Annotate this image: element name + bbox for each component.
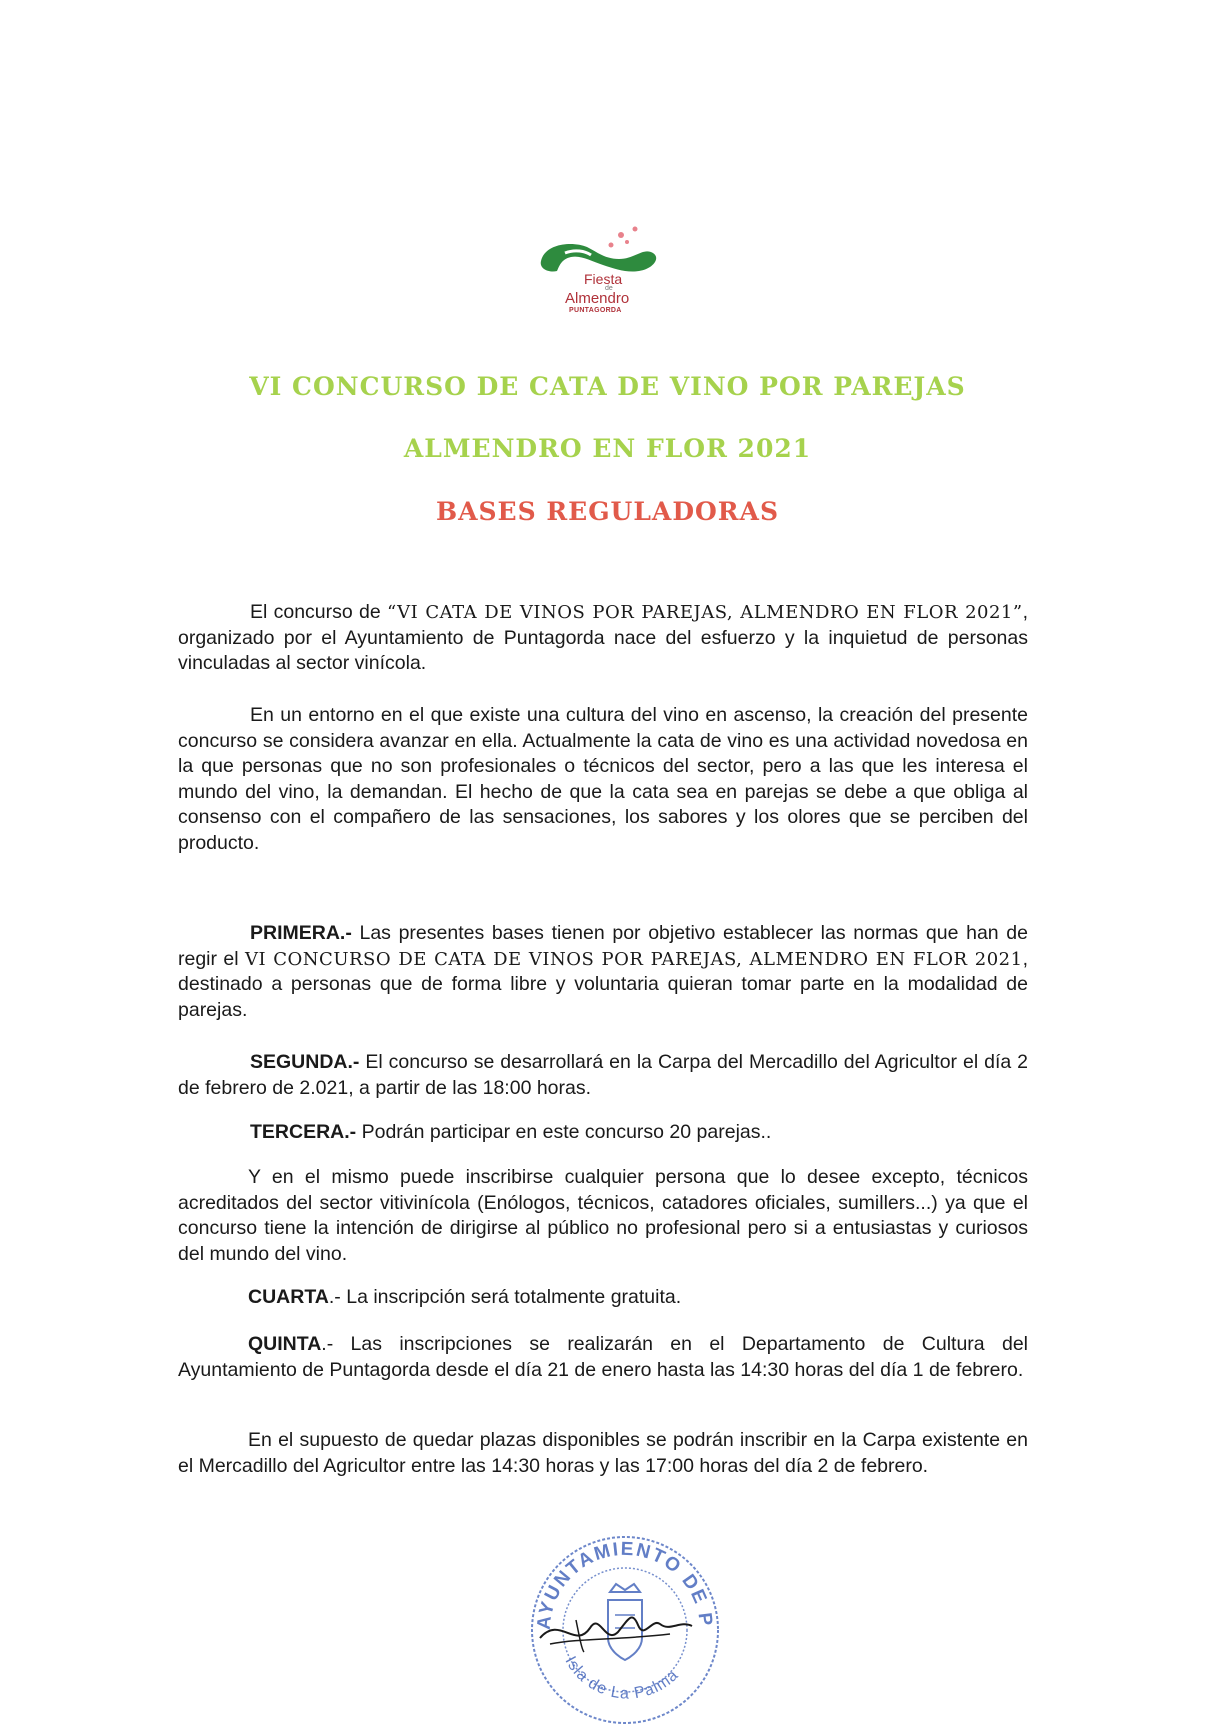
quinta-text: .- Las inscripciones se realizarán en el Departamento de Cultura del Ayuntamiento de Puntagorda desde el día 21 de enero hasta las 14:30 horas del día 1 de febrero. — [178, 1333, 1028, 1381]
logo-place-text: PUNTAGORDA — [569, 307, 622, 314]
tercera-text: Podrán participar en este concurso 20 parejas.. — [356, 1121, 772, 1143]
svg-text:Isla de La Palma — [561, 1654, 682, 1703]
quinta-label: QUINTA — [248, 1333, 322, 1355]
tercera-extra-paragraph — [178, 1165, 1028, 1267]
intro-p1-pre: El concurso de — [250, 601, 387, 623]
primera-post: , destinado a personas que de forma libre y voluntaria quieran tomar parte en la modalidad de parejas. — [178, 947, 1029, 1021]
base-segunda — [178, 1050, 1028, 1101]
intro-paragraph-2 — [178, 703, 1028, 856]
fiesta-almendro-logo — [535, 225, 685, 315]
official-seal-stamp — [520, 1520, 730, 1731]
base-cuarta — [178, 1285, 1028, 1311]
primera-contest-name: VI CONCURSO DE CATA DE VINOS POR PAREJAS, ALMENDRO EN FLOR 2021 — [244, 948, 1023, 970]
primera-label: PRIMERA.- — [250, 922, 352, 944]
contest-title: VI CONCURSO DE CATA DE VINO POR PAREJAS — [249, 372, 966, 401]
intro-paragraph-1 — [178, 600, 1028, 677]
intro-p2-text: En un entorno en el que existe una cultura del vino en ascenso, la creación del presente concurso se considera avanzar en ella. Actualmente la cata de vino es una actividad novedosa en la que personas que no son profesionales o técnicos del sector, pero a las que les interesa el mundo del vino, la demandan. El hecho de que la cata sea en parejas se debe a que obliga al consenso con el compañero de las sensaciones, los sabores y los olores que se perciben del producto. — [178, 704, 1028, 854]
quinta-extra-text: En el supuesto de quedar plazas disponibles se podrán inscribir en la Carpa existente en el Mercadillo del Agricultor entre las 14:30 horas y las 17:00 horas del día 2 de febrero. — [178, 1429, 1028, 1477]
intro-p1-post: , organizado por el Ayuntamiento de Puntagorda nace del esfuerzo y la inquietud de personas vinculadas al sector vinícola. — [178, 601, 1029, 674]
seal-top-text: AYUNTAMIENTO DE P — [533, 1538, 717, 1631]
base-primera — [178, 921, 1028, 1023]
logo-de-text: de — [605, 285, 613, 292]
intro-p1-contest-name: “VI CATA DE VINOS POR PAREJAS, ALMENDRO EN FLOR 2021” — [386, 602, 1023, 623]
base-quinta — [178, 1332, 1028, 1383]
cuarta-text: .- La inscripción será totalmente gratuita. — [328, 1286, 682, 1308]
seal-stamp-icon — [520, 1520, 730, 1731]
quinta-extra-paragraph — [178, 1428, 1028, 1479]
base-tercera — [178, 1120, 1028, 1146]
cuarta-label: CUARTA — [248, 1286, 329, 1308]
segunda-text: El concurso se desarrollará en la Carpa del Mercadillo del Agricultor el día 2 de febrero de 2.021, a partir de las 18:00 horas. — [178, 1051, 1028, 1099]
logo-fiesta-text: Fiesta — [584, 271, 623, 287]
primera-pre: Las presentes bases tienen por objetivo establecer las normas que han de regir el — [178, 922, 1028, 970]
contest-subtitle: ALMENDRO EN FLOR 2021 — [403, 434, 812, 463]
logo-almendro-text: Almendro — [565, 290, 630, 307]
seal-bottom-text: Isla de La Palma — [561, 1653, 683, 1703]
segunda-label: SEGUNDA.- — [250, 1051, 360, 1073]
bases-heading: BASES REGULADORAS — [435, 497, 780, 526]
tercera-label: TERCERA.- — [250, 1121, 357, 1143]
tercera-extra-text: Y en el mismo puede inscribirse cualquier persona que lo desee excepto, técnicos acreditados del sector vitivinícola (Enólogos, técnicos, catadores oficiales, sumillers...) ya que el concurso tiene la intención de dirigirse al público no profesional pero si a entusiastas y curiosos del mundo del vino. — [178, 1166, 1028, 1265]
